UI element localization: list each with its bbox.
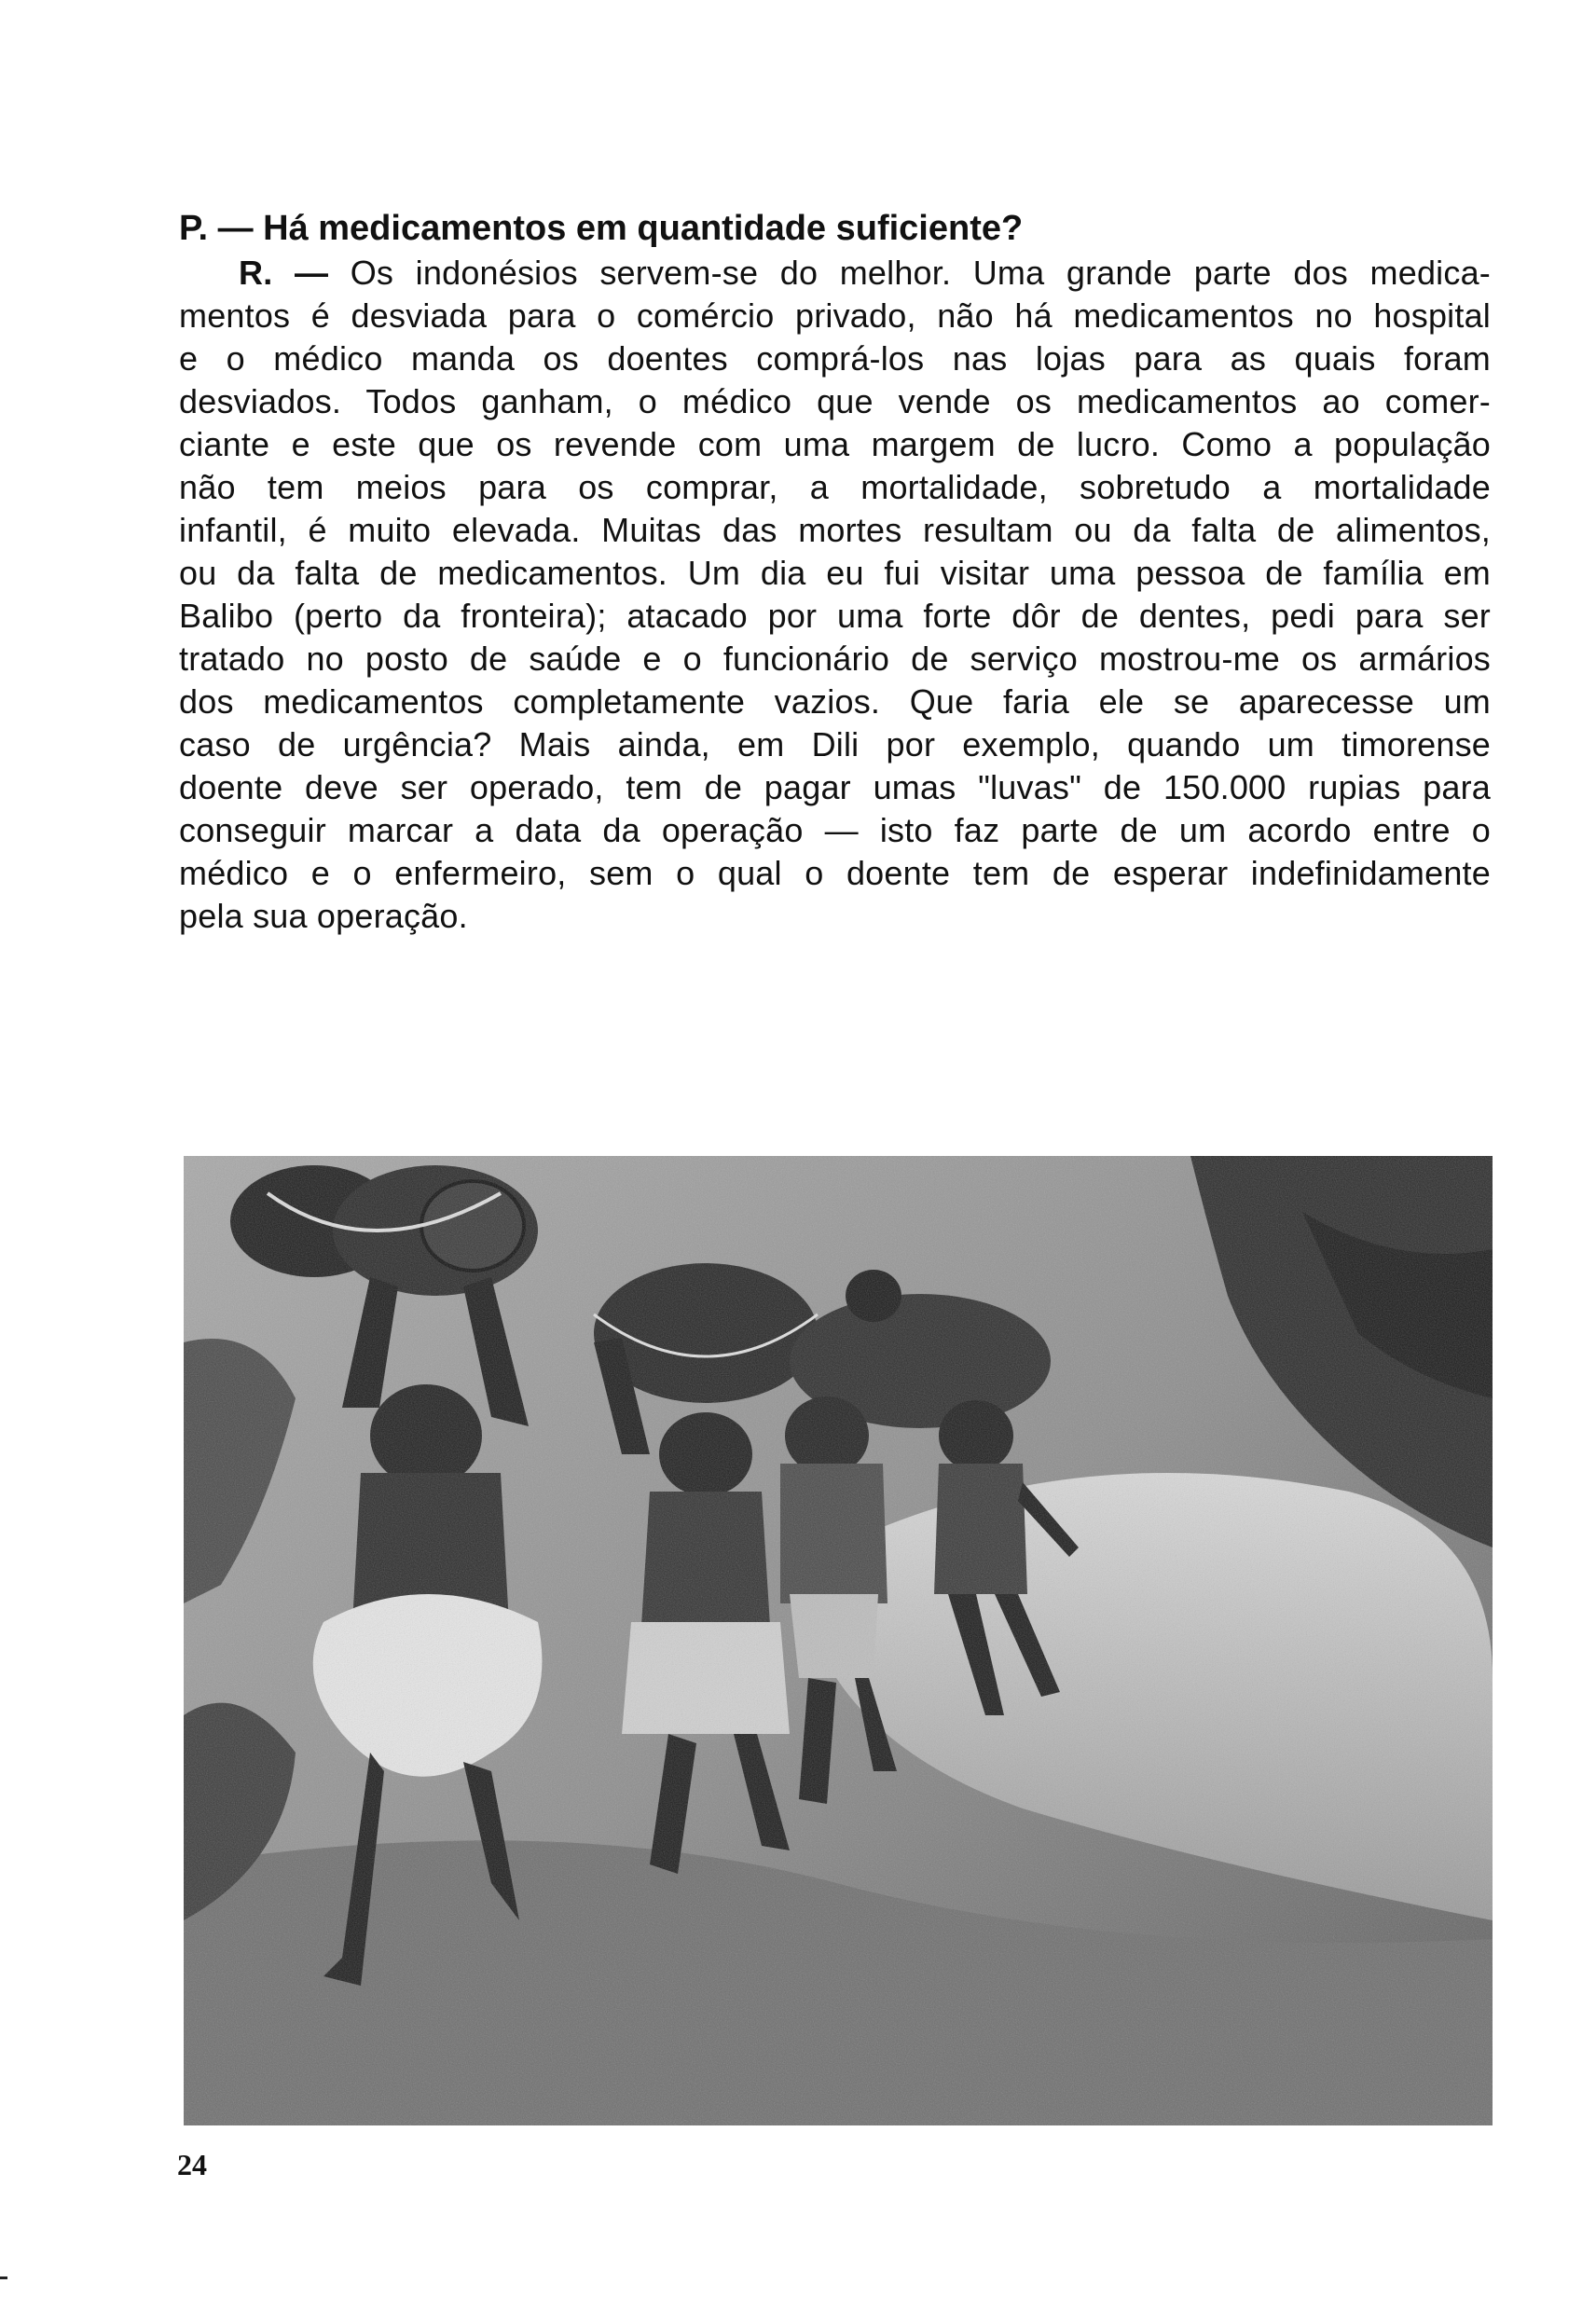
answer-prefix: R. — bbox=[239, 254, 329, 292]
answer-line: dos medicamentos completamente vazios. Que faria ele se aparecesse um bbox=[179, 682, 1491, 721]
question-heading bbox=[179, 207, 1484, 250]
question-text: Há medicamentos em quantidade suficiente? bbox=[263, 209, 1024, 248]
answer-line: infantil, é muito elevada. Muitas das mortes resultam ou da falta de alimentos, bbox=[179, 511, 1491, 549]
answer-line: caso de urgência? Mais ainda, em Dili por exemplo, quando um timorense bbox=[179, 725, 1491, 763]
answer-line: ciante e este que os revende com uma margem de lucro. Como a população bbox=[179, 425, 1491, 463]
answer-line: desviados. Todos ganham, o médico que vende os medicamentos ao comer- bbox=[179, 382, 1491, 420]
answer-line: e o médico manda os doentes comprá-los nas lojas para as quais foram bbox=[179, 339, 1491, 378]
answer-line: Balibo (perto da fronteira); atacado por uma forte dôr de dentes, pedi para ser bbox=[179, 597, 1491, 635]
answer-line: mentos é desviada para o comércio privado, não há medicamentos no hospital bbox=[179, 296, 1491, 335]
porters-photograph bbox=[184, 1156, 1493, 2125]
answer-line: doente deve ser operado, tem de pagar umas "luvas" de 150.000 rupias para bbox=[179, 768, 1491, 806]
scan-mark bbox=[0, 2276, 7, 2279]
answer-paragraph bbox=[179, 252, 1491, 938]
answer-line: não tem meios para os comprar, a mortalidade, sobretudo a mortalidade bbox=[179, 468, 1491, 506]
answer-line: conseguir marcar a data da operação — isto faz parte de um acordo entre o bbox=[179, 811, 1491, 849]
answer-line: médico e o enfermeiro, sem o qual o doente tem de esperar indefinidamente bbox=[179, 854, 1491, 892]
answer-line-text: Os indonésios servem-se do melhor. Uma grande parte dos medica- bbox=[350, 254, 1491, 292]
answer-line: ou da falta de medicamentos. Um dia eu fui visitar uma pessoa de família em bbox=[179, 554, 1491, 592]
question-prefix: P. — bbox=[179, 209, 254, 248]
answer-line: tratado no posto de saúde e o funcionário de serviço mostrou-me os armários bbox=[179, 640, 1491, 678]
photo-illustration bbox=[184, 1156, 1493, 2125]
page-number: 24 bbox=[177, 2148, 207, 2181]
answer-line bbox=[179, 252, 1491, 295]
answer-line: pela sua operação. bbox=[179, 897, 468, 935]
